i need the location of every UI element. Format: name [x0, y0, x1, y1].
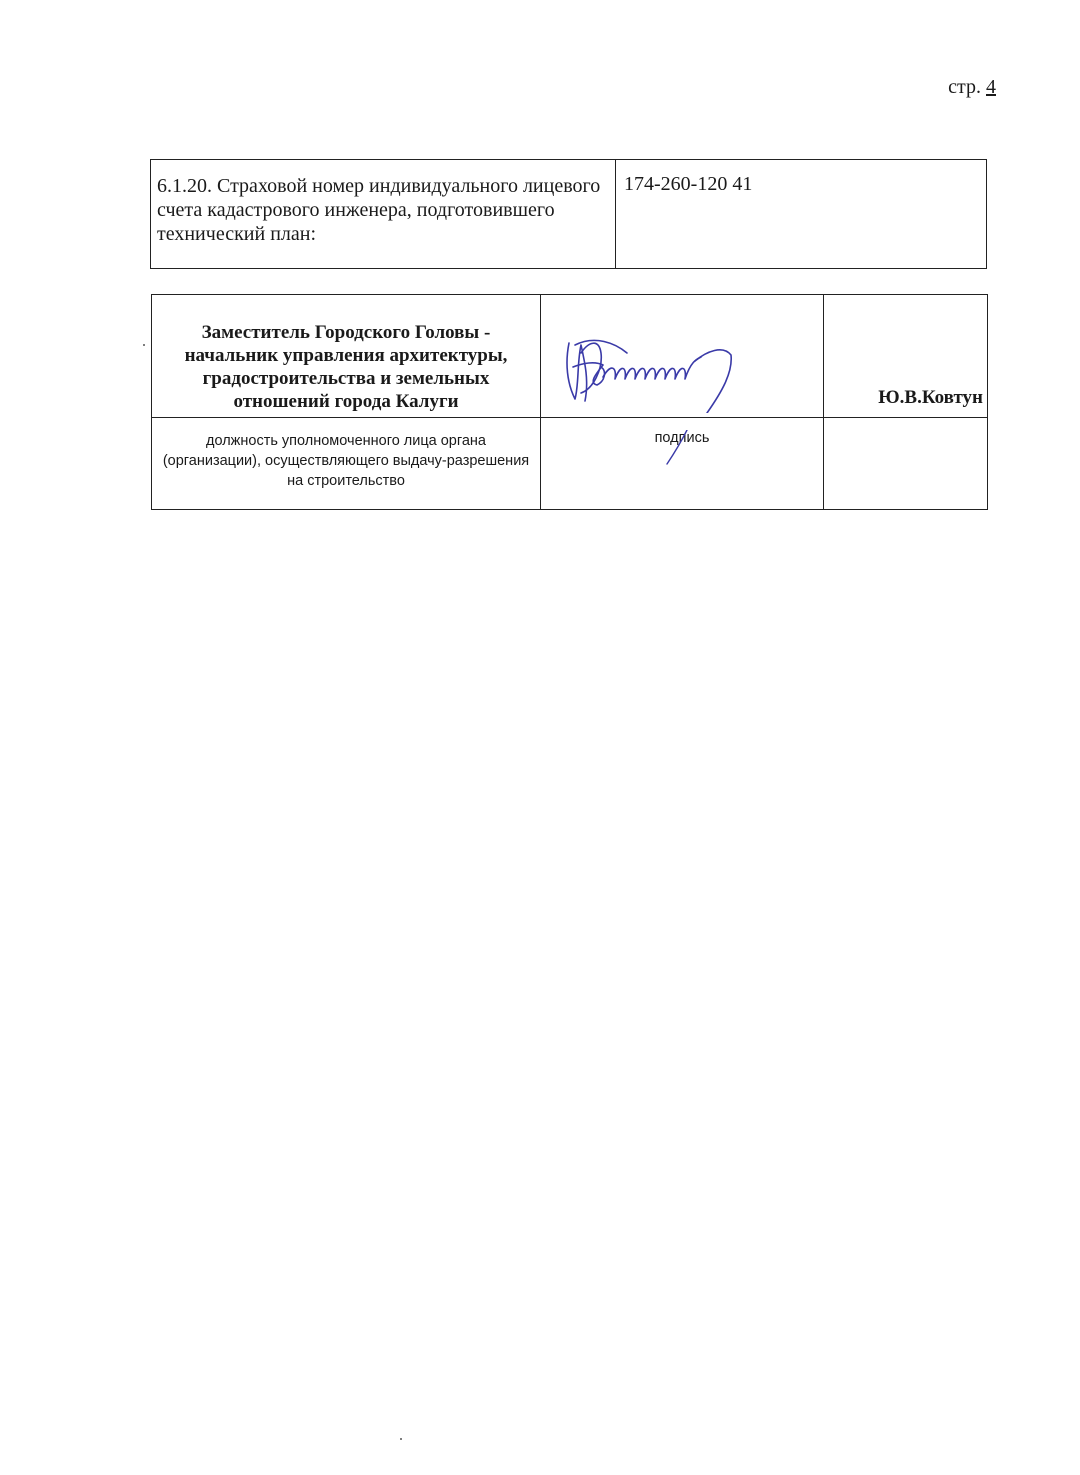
- signature-caption: подпись: [541, 418, 824, 510]
- position-caption: должность уполномоченного лица органа (организации), осуществляющего выдачу-разрешения на строительство: [152, 418, 541, 510]
- page-number-label: стр.: [948, 76, 981, 98]
- snils-value: 174-260-120 41: [616, 160, 987, 269]
- handwritten-signature: [555, 323, 755, 413]
- signature-cell: [541, 295, 824, 418]
- info-table: [150, 159, 987, 269]
- empty-caption-cell: [824, 418, 988, 510]
- table-row: [151, 160, 987, 269]
- page-number-value: 4: [986, 76, 996, 98]
- official-name: Ю.В.Ковтун: [824, 295, 988, 418]
- signature-table: [151, 294, 988, 510]
- scan-speck: [143, 344, 145, 346]
- page-number: [948, 76, 996, 99]
- table-row: [152, 295, 988, 418]
- table-row: [152, 418, 988, 510]
- signature-stroke-tail: [645, 430, 695, 470]
- scan-speck: [400, 1438, 402, 1440]
- snils-label: 6.1.20. Страховой номер индивидуального лицевого счета кадастрового инженера, подготовившего технический план:: [151, 160, 616, 269]
- official-position: Заместитель Городского Головы - начальник управления архитектуры, градостроительства и земельных отношений города Калуги: [152, 295, 541, 418]
